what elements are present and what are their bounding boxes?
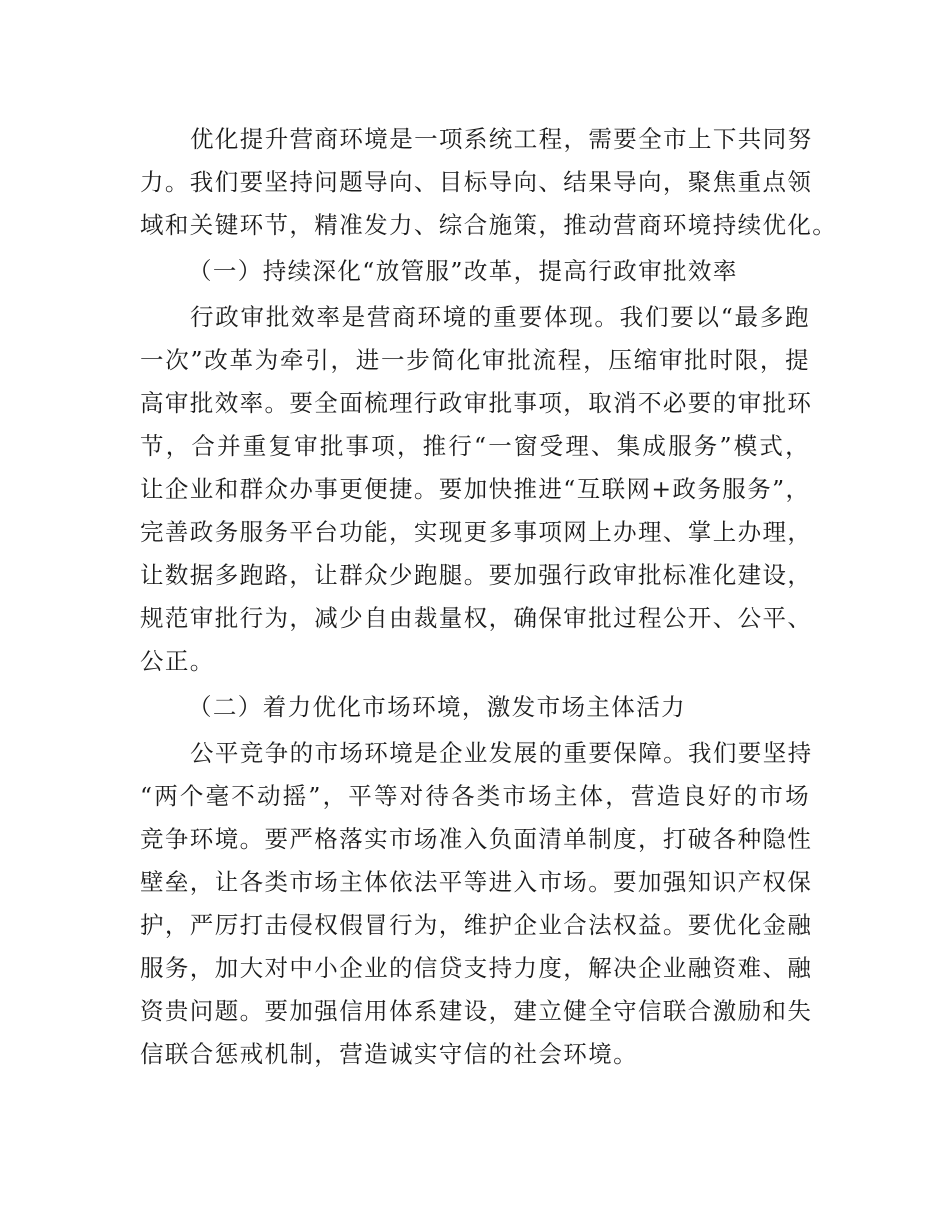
paragraph-2-line-4: 节，合并重复审批事项，推行“一窗受理、集成服务”模式， <box>140 432 810 460</box>
section-heading-2: （二）着力优化市场环境，激发市场主体活力 <box>188 693 686 721</box>
paragraph-2-line-8: 规范审批行为，减少自由裁量权，确保审批过程公开、公平、 <box>140 604 813 632</box>
paragraph-2-line-1: 行政审批效率是营商环境的重要体现。我们要以“最多跑 <box>190 303 810 331</box>
paragraph-1-line-3: 域和关键环节，精准发力、综合施策，推动营商环境持续优化。 <box>140 211 838 239</box>
paragraph-3-line-6: 服务，加大对中小企业的信贷支持力度，解决企业融资难、融 <box>140 954 813 982</box>
paragraph-2-line-6: 完善政务服务平台功能，实现更多事项网上办理、掌上办理， <box>140 518 813 546</box>
paragraph-3-line-3: 竞争环境。要严格落实市场准入负面清单制度，打破各种隐性 <box>140 825 813 853</box>
paragraph-3-line-5: 护，严厉打击侵权假冒行为，维护企业合法权益。要优化金融 <box>140 911 813 939</box>
paragraph-2-line-7: 让数据多跑路，让群众少跑腿。要加强行政审批标准化建设， <box>140 561 813 589</box>
paragraph-3-line-7: 资贵问题。要加强信用体系建设，建立健全守信联合激励和失 <box>140 997 813 1025</box>
section-heading-1: （一）持续深化“放管服”改革，提高行政审批效率 <box>188 257 738 285</box>
paragraph-2-line-9: 公正。 <box>140 647 215 675</box>
paragraph-1-line-1: 优化提升营商环境是一项系统工程，需要全市上下共同努 <box>190 125 813 153</box>
paragraph-3-line-8: 信联合惩戒机制，营造诚实守信的社会环境。 <box>140 1040 638 1068</box>
paragraph-2-line-3: 高审批效率。要全面梳理行政审批事项，取消不必要的审批环 <box>140 389 813 417</box>
paragraph-3-line-1: 公平竞争的市场环境是企业发展的重要保障。我们要坚持 <box>190 739 813 767</box>
paragraph-1-line-2: 力。我们要坚持问题导向、目标导向、结果导向，聚焦重点领 <box>140 168 813 196</box>
paragraph-3-line-2: “两个毫不动摇”，平等对待各类市场主体，营造良好的市场 <box>140 782 810 810</box>
paragraph-3-line-4: 壁垒，让各类市场主体依法平等进入市场。要加强知识产权保 <box>140 868 813 896</box>
paragraph-2-line-5: 让企业和群众办事更便捷。要加快推进“互联网+政务服务”， <box>140 475 811 503</box>
paragraph-2-line-2: 一次”改革为牵引，进一步简化审批流程，压缩审批时限，提 <box>140 346 810 374</box>
